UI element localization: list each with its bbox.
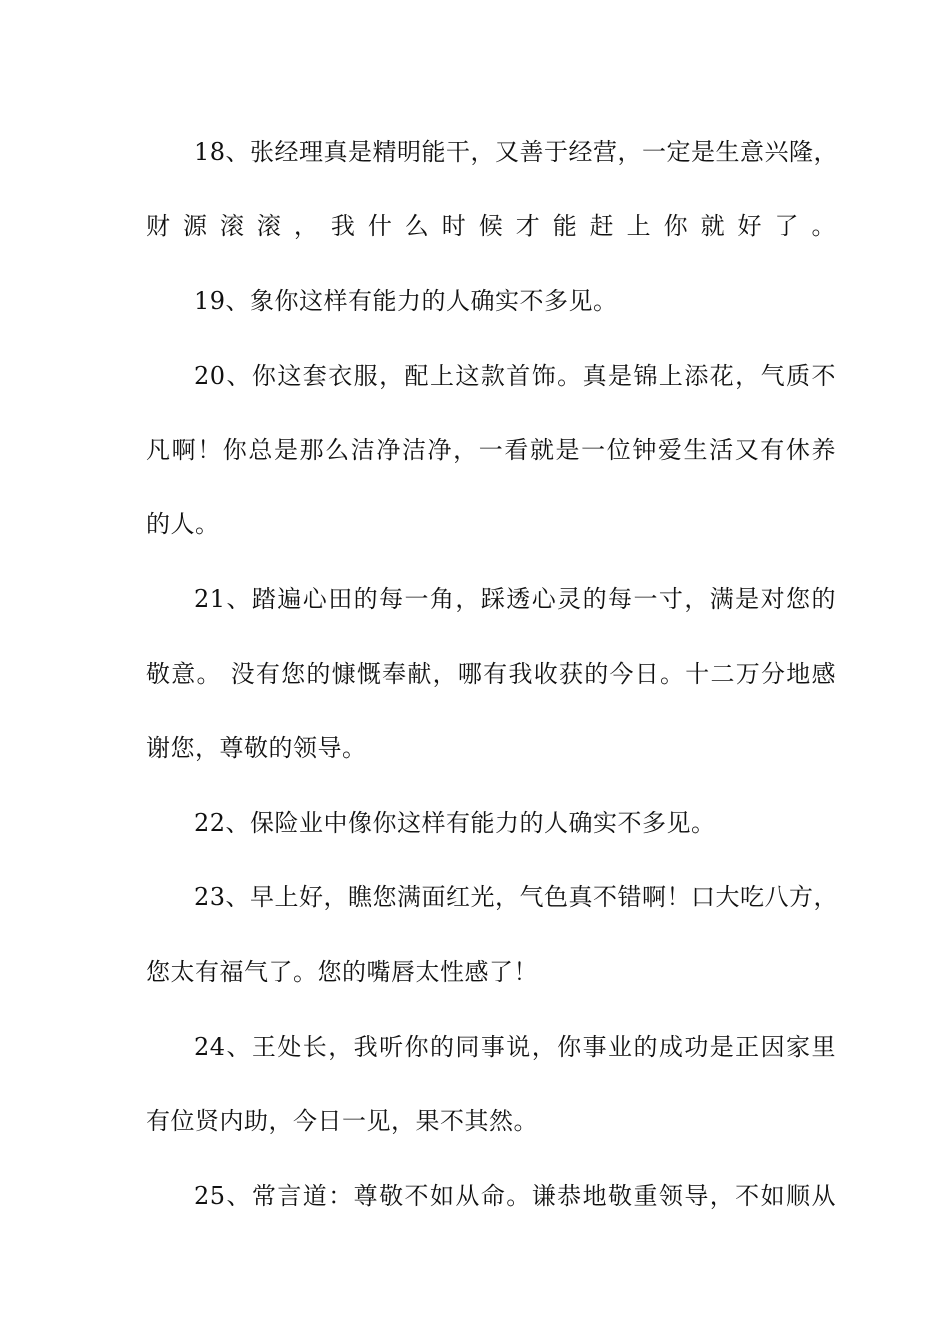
text-line: 财源滚滚，我什么时候才能赶上你就好了。	[146, 212, 836, 240]
text-line: 21、踏遍心田的每一角，踩透心灵的每一寸，满是对您的	[194, 585, 836, 613]
text-line: 18、张经理真是精明能干，又善于经营，一定是生意兴隆，	[194, 138, 839, 166]
text-line: 有位贤内助，今日一见，果不其然。	[146, 1107, 538, 1135]
text-line: 20、你这套衣服，配上这款首饰。真是锦上添花，气质不	[194, 362, 836, 390]
text-line: 23、早上好，瞧您满面红光，气色真不错啊！口大吃八方，	[194, 883, 839, 911]
text-line: 谢您，尊敬的领导。	[146, 734, 367, 762]
text-line: 您太有福气了。您的嘴唇太性感了！	[146, 958, 538, 986]
text-line: 24、王处长，我听你的同事说，你事业的成功是正因家里	[194, 1033, 836, 1061]
text-line: 22、保险业中像你这样有能力的人确实不多见。	[194, 809, 716, 837]
text-line: 19、象你这样有能力的人确实不多见。	[194, 287, 618, 315]
text-line: 25、常言道：尊敬不如从命。谦恭地敬重领导，不如顺从	[194, 1182, 836, 1210]
text-line: 敬意。 没有您的慷慨奉献，哪有我收获的今日。十二万分地感	[146, 660, 836, 688]
text-line: 凡啊！你总是那么洁净洁净，一看就是一位钟爱生活又有休养	[146, 436, 836, 464]
text-line: 的人。	[146, 510, 220, 538]
